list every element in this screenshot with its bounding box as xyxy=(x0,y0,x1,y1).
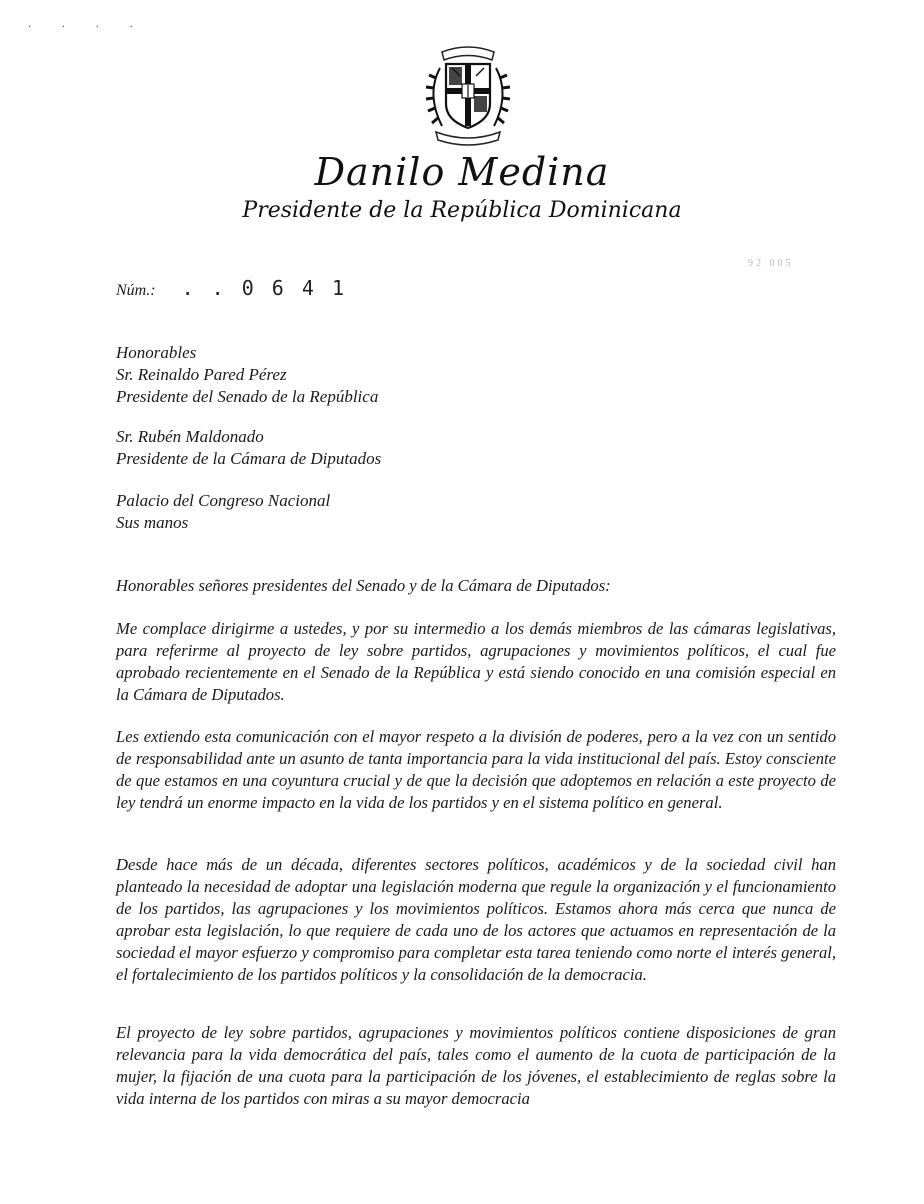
document-number-label: Núm.: xyxy=(116,282,156,299)
addressee-line: Presidente de la Cámara de Diputados xyxy=(116,449,382,468)
letterhead-title: Presidente de la República Dominicana xyxy=(242,198,682,223)
document-number-value: . . 0 6 4 1 xyxy=(181,276,348,300)
addressee-line: Sus manos xyxy=(116,513,189,532)
body-paragraph-4: El proyecto de ley sobre partidos, agrupaciones y movimientos políticos contiene disposiciones de gran relevancia para la vida democrática del país, tales como el aumento de la cuota de participación de la mujer, la fijación de una cuota para la participación de los jóvenes, el establecimiento de reglas sobre la vida interna de los partidos con miras a su mayor democracia xyxy=(116,1023,836,1108)
body-paragraph-1: Me complace dirigirme a ustedes, y por su intermedio a los demás miembros de las cámaras legislativas, para referirme al proyecto de ley sobre partidos, agrupaciones y movimientos políticos, el cual fue aprobado recientemente en el Senado de la República y está siendo conocido en una comisión especial en la Cámara de Diputados. xyxy=(116,619,836,704)
addressee-block-senate xyxy=(116,342,378,408)
addressee-line: Palacio del Congreso Nacional xyxy=(116,491,331,510)
addressee-line: Honorables xyxy=(116,343,197,362)
salutation: Honorables señores presidentes del Senado y de la Cámara de Diputados: xyxy=(116,576,611,595)
addressee-block-chamber xyxy=(116,426,381,470)
body-paragraph-2: Les extiendo esta comunicación con el mayor respeto a la división de poderes, pero a la vez con un sentido de responsabilidad ante un asunto de tanta importancia para la vida institucional del país. Estoy consciente de que estamos en una coyuntura crucial y de que la decisión que adoptemos en relación a este proyecto de ley tendrá un enorme impacto en la vida de los partidos y en el sistema político en general. xyxy=(116,727,836,812)
scan-specks: · · · · xyxy=(28,22,147,33)
addressee-line: Presidente del Senado de la República xyxy=(116,387,379,406)
addressee-line: Sr. Reinaldo Pared Pérez xyxy=(116,365,287,384)
body-paragraph-3: Desde hace más de un década, diferentes sectores políticos, académicos y de la sociedad civil han planteado la necesidad de adoptar una legislación moderna que regule la organización y el funcionamiento de los partidos, las agrupaciones y los movimientos políticos. Estamos ahora más cerca que nunca de aprobar esta legislación, lo que requiere de cada uno de los actores que actuamos en representación de la sociedad el mayor esfuerzo y compromiso para completar esta tarea teniendo como norte el interés general, el fortalecimiento de los partidos políticos y la consolidación de la democracia. xyxy=(116,855,836,984)
letterhead-name: Danilo Medina xyxy=(314,150,610,194)
addressee-line: Sr. Rubén Maldonado xyxy=(116,427,264,446)
coat-of-arms-seal-icon xyxy=(412,38,524,150)
addressee-block-location xyxy=(116,490,330,534)
document-number xyxy=(116,276,347,300)
faint-stamp-reference: 92 005 xyxy=(748,258,794,269)
